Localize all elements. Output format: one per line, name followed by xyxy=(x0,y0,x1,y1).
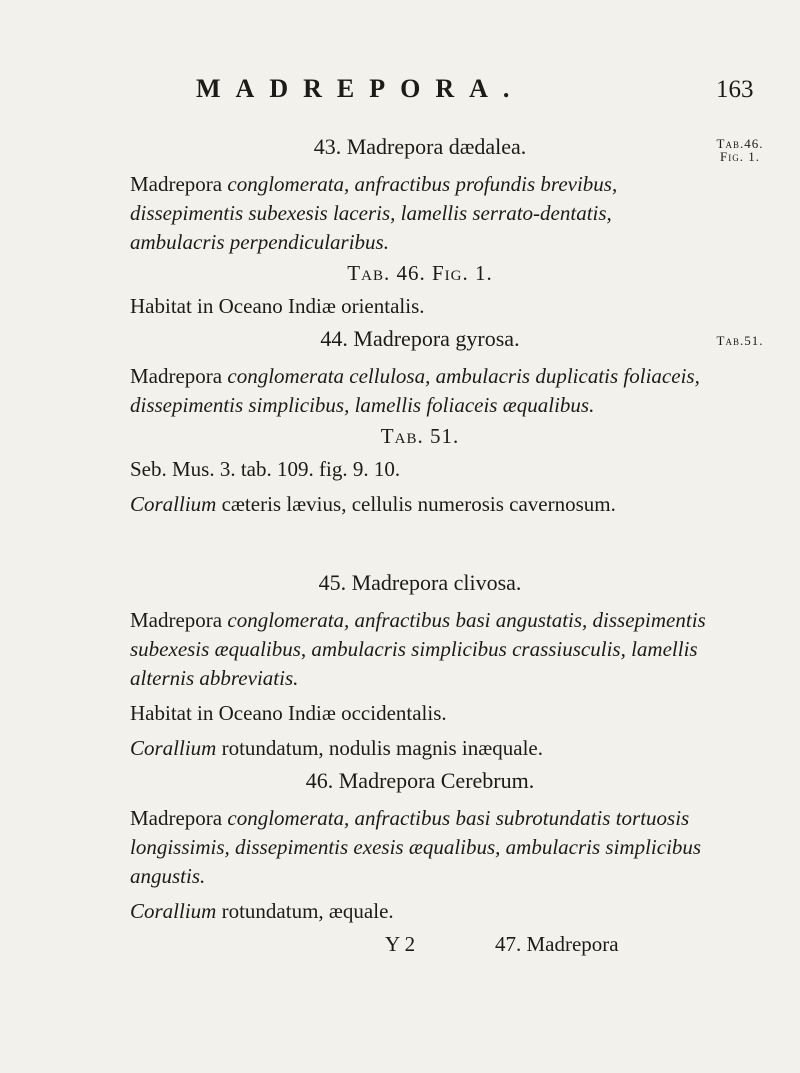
genus-name: Madrepora xyxy=(130,806,223,830)
margin-plate-note: Tab.46. Fig. 1. xyxy=(716,136,764,164)
entry-title: 46. Madrepora Cerebrum. xyxy=(305,768,535,793)
plate-reference: Tab. 46. Fig. 1. xyxy=(347,261,493,285)
genus-name: Madrepora xyxy=(130,172,223,196)
genus-name: Madrepora xyxy=(130,364,223,388)
reference-note: Seb. Mus. 3. tab. 109. fig. 9. 10. xyxy=(130,457,401,481)
diagnosis-text: conglomerata, anfractibus basi subrotundatis tortuosis longissimis, dissepimentis exesis æqualibus, ambulacris simplicibus angustis. xyxy=(130,806,702,888)
habitat-note: Habitat in Oceano Indiæ occidentalis. xyxy=(130,701,447,725)
entry-description xyxy=(130,170,710,257)
genus-name: Madrepora xyxy=(130,608,223,632)
plate-reference: Tab. 51. xyxy=(380,424,460,448)
entry-46 xyxy=(130,766,710,926)
signature-mark: Y 2 xyxy=(385,932,416,956)
entry-45 xyxy=(130,568,710,763)
specimen-note: Corallium rotundatum, nodulis magnis inæquale. xyxy=(130,736,543,760)
diagnosis-text: conglomerata, anfractibus profundis brevibus, dissepimentis subexesis laceris, lamellis serrato-dentatis, ambulacris perpendicularibus. xyxy=(130,172,618,254)
diagnosis-text: conglomerata, anfractibus basi angustatis, dissepimentis subexesis æqualibus, ambulacris simplicibus crassiusculis, lamellis alternis abbreviatis. xyxy=(130,608,706,690)
entry-description xyxy=(130,606,710,693)
entry-title: 44. Madrepora gyrosa. xyxy=(320,326,520,351)
margin-plate-note: Tab.51. xyxy=(716,333,764,348)
habitat-note: Habitat in Oceano Indiæ orientalis. xyxy=(130,294,425,318)
entry-43 xyxy=(130,132,710,321)
specimen-note: Corallium rotundatum, æquale. xyxy=(130,899,394,923)
catchword: 47. Madrepora xyxy=(495,932,619,956)
entry-title: 45. Madrepora clivosa. xyxy=(318,570,522,595)
page-number: 163 xyxy=(716,76,754,103)
running-head: MADREPORA. xyxy=(196,74,525,103)
entry-44 xyxy=(130,324,710,519)
entry-title: 43. Madrepora dædalea. xyxy=(313,134,527,159)
entry-description xyxy=(130,804,710,891)
diagnosis-text: conglomerata cellulosa, ambulacris duplicatis foliaceis, dissepimentis simplicibus, lamellis foliaceis æqualibus. xyxy=(130,364,700,417)
specimen-note: Corallium cæteris lævius, cellulis numerosis cavernosum. xyxy=(130,492,616,516)
entry-description xyxy=(130,362,710,420)
